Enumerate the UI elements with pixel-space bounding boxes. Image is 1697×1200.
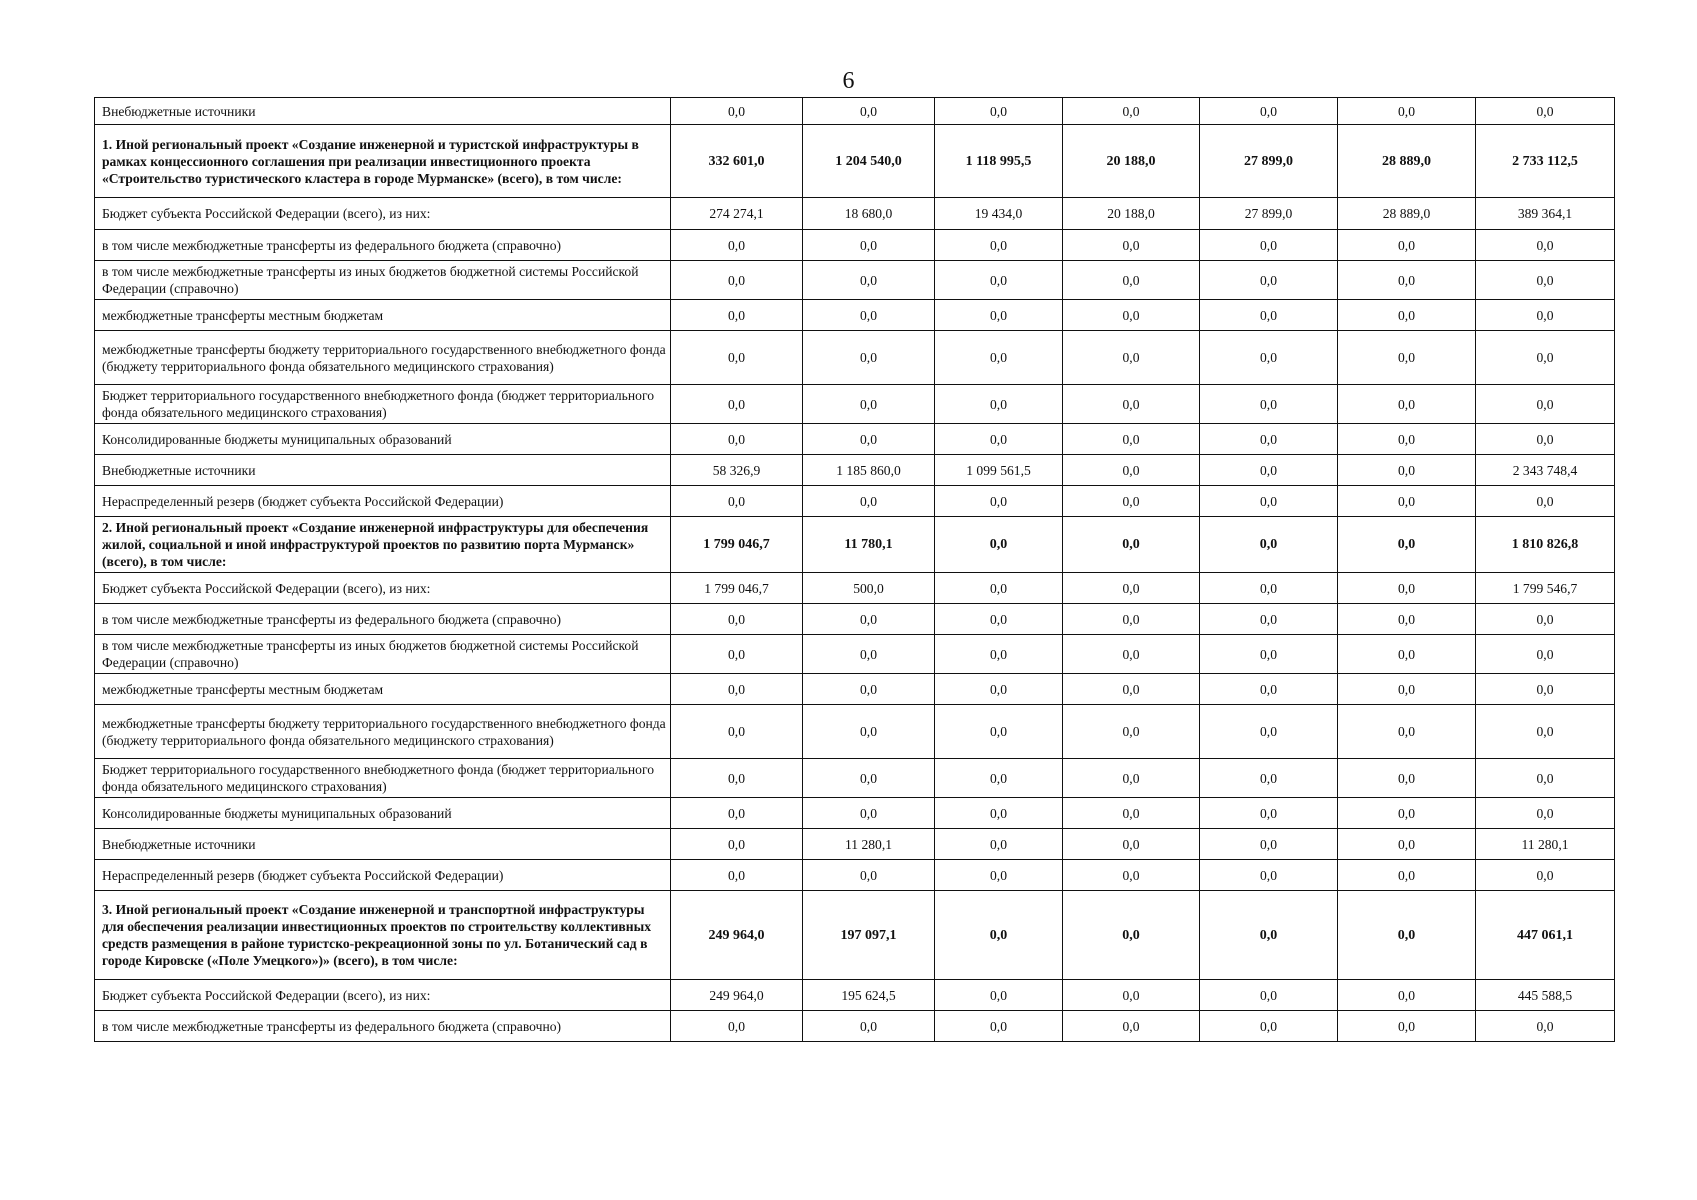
- row-label: межбюджетные трансферты бюджету территориального государственного внебюджетного фонда (бюджету территориального фонда обязательного медицинского страхования): [95, 331, 671, 385]
- value-cell: 0,0: [1338, 455, 1476, 486]
- value-cell: 0,0: [803, 674, 935, 705]
- row-label: Консолидированные бюджеты муниципальных образований: [95, 798, 671, 829]
- value-cell: 0,0: [935, 635, 1063, 674]
- value-cell: 0,0: [671, 674, 803, 705]
- row-label: Бюджет территориального государственного внебюджетного фонда (бюджет территориального фонда обязательного медицинского страхования): [95, 759, 671, 798]
- value-cell: 0,0: [1063, 573, 1200, 604]
- value-cell: 0,0: [803, 261, 935, 300]
- value-cell: 0,0: [1200, 1011, 1338, 1042]
- value-cell: 0,0: [935, 385, 1063, 424]
- value-cell: 0,0: [1063, 860, 1200, 891]
- value-cell: 0,0: [671, 300, 803, 331]
- row-label: Консолидированные бюджеты муниципальных образований: [95, 424, 671, 455]
- value-cell: 1 204 540,0: [803, 125, 935, 198]
- value-cell: 27 899,0: [1200, 125, 1338, 198]
- value-cell: 0,0: [803, 1011, 935, 1042]
- value-cell: 0,0: [1063, 517, 1200, 573]
- value-cell: 0,0: [1063, 486, 1200, 517]
- value-cell: 0,0: [935, 1011, 1063, 1042]
- value-cell: 0,0: [1200, 860, 1338, 891]
- value-cell: 0,0: [803, 635, 935, 674]
- table-row: [95, 455, 1615, 486]
- value-cell: 0,0: [1476, 860, 1615, 891]
- value-cell: 500,0: [803, 573, 935, 604]
- value-cell: 19 434,0: [935, 198, 1063, 230]
- value-cell: 0,0: [1476, 705, 1615, 759]
- value-cell: 0,0: [803, 486, 935, 517]
- value-cell: 0,0: [1476, 486, 1615, 517]
- value-cell: 0,0: [803, 300, 935, 331]
- value-cell: 0,0: [935, 486, 1063, 517]
- value-cell: 0,0: [1476, 300, 1615, 331]
- value-cell: 0,0: [1476, 385, 1615, 424]
- value-cell: 249 964,0: [671, 891, 803, 980]
- value-cell: 0,0: [935, 891, 1063, 980]
- table-row: [95, 300, 1615, 331]
- value-cell: 18 680,0: [803, 198, 935, 230]
- value-cell: 0,0: [1476, 674, 1615, 705]
- value-cell: 0,0: [1338, 705, 1476, 759]
- row-label: Внебюджетные источники: [95, 98, 671, 125]
- table-row: [95, 198, 1615, 230]
- value-cell: 0,0: [1200, 674, 1338, 705]
- value-cell: 0,0: [1063, 331, 1200, 385]
- value-cell: 0,0: [1338, 798, 1476, 829]
- table-row: [95, 759, 1615, 798]
- value-cell: 0,0: [1063, 98, 1200, 125]
- table-row: [95, 573, 1615, 604]
- value-cell: 0,0: [935, 759, 1063, 798]
- row-label: Бюджет субъекта Российской Федерации (всего), из них:: [95, 980, 671, 1011]
- value-cell: 0,0: [935, 674, 1063, 705]
- value-cell: 0,0: [1200, 424, 1338, 455]
- value-cell: 0,0: [1200, 486, 1338, 517]
- value-cell: 0,0: [1338, 829, 1476, 860]
- value-cell: 0,0: [803, 230, 935, 261]
- project-row: [95, 517, 1615, 573]
- value-cell: 0,0: [1338, 261, 1476, 300]
- value-cell: 0,0: [1063, 300, 1200, 331]
- value-cell: 0,0: [935, 860, 1063, 891]
- row-label: 1. Иной региональный проект «Создание инженерной и туристской инфраструктуры в рамках концессионного соглашения при реализации инвестиционного проекта «Строительство туристического кластера в городе Мурманске» (всего), в том числе:: [95, 125, 671, 198]
- value-cell: 0,0: [1063, 798, 1200, 829]
- value-cell: 0,0: [1063, 424, 1200, 455]
- value-cell: 0,0: [1476, 798, 1615, 829]
- value-cell: 0,0: [935, 300, 1063, 331]
- value-cell: 58 326,9: [671, 455, 803, 486]
- value-cell: 0,0: [1338, 300, 1476, 331]
- value-cell: 0,0: [1476, 424, 1615, 455]
- value-cell: 0,0: [935, 604, 1063, 635]
- value-cell: 0,0: [803, 705, 935, 759]
- row-label: в том числе межбюджетные трансферты из федерального бюджета (справочно): [95, 604, 671, 635]
- row-label: в том числе межбюджетные трансферты из иных бюджетов бюджетной системы Российской Федерации (справочно): [95, 635, 671, 674]
- value-cell: 445 588,5: [1476, 980, 1615, 1011]
- table-row: [95, 604, 1615, 635]
- value-cell: 0,0: [803, 331, 935, 385]
- value-cell: 0,0: [1200, 98, 1338, 125]
- value-cell: 0,0: [1063, 230, 1200, 261]
- value-cell: 0,0: [1200, 604, 1338, 635]
- value-cell: 0,0: [1063, 759, 1200, 798]
- value-cell: 11 280,1: [1476, 829, 1615, 860]
- row-label: 3. Иной региональный проект «Создание инженерной и транспортной инфраструктуры для обеспечения реализации инвестиционных проектов по строительству коллективных средств размещения в районе туристско-рекреационной зоны по ул. Ботанический сад в городе Кировске («Поле Умецкого»)» (всего), в том числе:: [95, 891, 671, 980]
- value-cell: 0,0: [1200, 705, 1338, 759]
- row-label: межбюджетные трансферты местным бюджетам: [95, 300, 671, 331]
- row-label: в том числе межбюджетные трансферты из федерального бюджета (справочно): [95, 1011, 671, 1042]
- table-row: [95, 385, 1615, 424]
- table-row: [95, 798, 1615, 829]
- value-cell: 0,0: [1200, 385, 1338, 424]
- value-cell: 0,0: [1476, 98, 1615, 125]
- value-cell: 0,0: [935, 230, 1063, 261]
- value-cell: 0,0: [1200, 980, 1338, 1011]
- value-cell: 0,0: [1200, 635, 1338, 674]
- value-cell: 0,0: [1338, 385, 1476, 424]
- table-row: [95, 230, 1615, 261]
- value-cell: 0,0: [1063, 635, 1200, 674]
- value-cell: 0,0: [935, 424, 1063, 455]
- value-cell: 2 343 748,4: [1476, 455, 1615, 486]
- value-cell: 0,0: [935, 261, 1063, 300]
- value-cell: 0,0: [671, 829, 803, 860]
- value-cell: 0,0: [1338, 230, 1476, 261]
- value-cell: 195 624,5: [803, 980, 935, 1011]
- value-cell: 0,0: [1476, 759, 1615, 798]
- value-cell: 28 889,0: [1338, 198, 1476, 230]
- value-cell: 0,0: [1200, 891, 1338, 980]
- value-cell: 0,0: [671, 705, 803, 759]
- value-cell: 0,0: [671, 230, 803, 261]
- value-cell: 197 097,1: [803, 891, 935, 980]
- row-label: Бюджет субъекта Российской Федерации (всего), из них:: [95, 198, 671, 230]
- project-row: [95, 125, 1615, 198]
- value-cell: 2 733 112,5: [1476, 125, 1615, 198]
- row-label: межбюджетные трансферты бюджету территориального государственного внебюджетного фонда (бюджету территориального фонда обязательного медицинского страхования): [95, 705, 671, 759]
- value-cell: 1 799 546,7: [1476, 573, 1615, 604]
- value-cell: 0,0: [671, 1011, 803, 1042]
- row-label: Внебюджетные источники: [95, 455, 671, 486]
- value-cell: 0,0: [935, 331, 1063, 385]
- value-cell: 0,0: [803, 98, 935, 125]
- table-row: [95, 674, 1615, 705]
- value-cell: 0,0: [1063, 891, 1200, 980]
- value-cell: 389 364,1: [1476, 198, 1615, 230]
- table-row: [95, 829, 1615, 860]
- value-cell: 0,0: [1338, 98, 1476, 125]
- value-cell: 11 280,1: [803, 829, 935, 860]
- value-cell: 0,0: [1063, 1011, 1200, 1042]
- value-cell: 0,0: [1063, 705, 1200, 759]
- value-cell: 0,0: [671, 798, 803, 829]
- value-cell: 1 810 826,8: [1476, 517, 1615, 573]
- table-row: [95, 705, 1615, 759]
- table-row: [95, 860, 1615, 891]
- row-label: Внебюджетные источники: [95, 829, 671, 860]
- table-row: [95, 635, 1615, 674]
- value-cell: 0,0: [1338, 486, 1476, 517]
- value-cell: 0,0: [1063, 385, 1200, 424]
- value-cell: 0,0: [1476, 261, 1615, 300]
- value-cell: 0,0: [1338, 759, 1476, 798]
- value-cell: 0,0: [671, 486, 803, 517]
- value-cell: 0,0: [1338, 860, 1476, 891]
- value-cell: 1 799 046,7: [671, 573, 803, 604]
- value-cell: 0,0: [671, 385, 803, 424]
- row-label: межбюджетные трансферты местным бюджетам: [95, 674, 671, 705]
- value-cell: 0,0: [1338, 980, 1476, 1011]
- value-cell: 27 899,0: [1200, 198, 1338, 230]
- table-row: [95, 331, 1615, 385]
- value-cell: 0,0: [671, 98, 803, 125]
- row-label: в том числе межбюджетные трансферты из федерального бюджета (справочно): [95, 230, 671, 261]
- value-cell: 0,0: [1063, 829, 1200, 860]
- value-cell: 0,0: [1338, 331, 1476, 385]
- value-cell: 0,0: [935, 705, 1063, 759]
- value-cell: 20 188,0: [1063, 125, 1200, 198]
- value-cell: 20 188,0: [1063, 198, 1200, 230]
- project-row: [95, 891, 1615, 980]
- value-cell: 0,0: [1338, 573, 1476, 604]
- value-cell: 0,0: [1338, 891, 1476, 980]
- table-row: [95, 98, 1615, 125]
- value-cell: 1 799 046,7: [671, 517, 803, 573]
- value-cell: 0,0: [1200, 829, 1338, 860]
- value-cell: 0,0: [671, 759, 803, 798]
- value-cell: 0,0: [1338, 604, 1476, 635]
- value-cell: 0,0: [1338, 1011, 1476, 1042]
- value-cell: 0,0: [935, 573, 1063, 604]
- value-cell: 0,0: [1476, 1011, 1615, 1042]
- value-cell: 0,0: [1476, 635, 1615, 674]
- value-cell: 0,0: [803, 424, 935, 455]
- value-cell: 0,0: [935, 829, 1063, 860]
- value-cell: 0,0: [1338, 635, 1476, 674]
- value-cell: 0,0: [1476, 331, 1615, 385]
- value-cell: 0,0: [1063, 674, 1200, 705]
- value-cell: 0,0: [1063, 604, 1200, 635]
- table-row: [95, 424, 1615, 455]
- value-cell: 0,0: [1476, 230, 1615, 261]
- value-cell: 0,0: [803, 759, 935, 798]
- value-cell: 0,0: [671, 860, 803, 891]
- value-cell: 0,0: [1338, 517, 1476, 573]
- value-cell: 0,0: [1063, 455, 1200, 486]
- value-cell: 1 185 860,0: [803, 455, 935, 486]
- value-cell: 0,0: [1200, 573, 1338, 604]
- value-cell: 0,0: [1200, 759, 1338, 798]
- value-cell: 0,0: [671, 604, 803, 635]
- value-cell: 0,0: [1063, 980, 1200, 1011]
- value-cell: 0,0: [935, 98, 1063, 125]
- row-label: Бюджет территориального государственного внебюджетного фонда (бюджет территориального фонда обязательного медицинского страхования): [95, 385, 671, 424]
- value-cell: 0,0: [671, 261, 803, 300]
- value-cell: 0,0: [1200, 230, 1338, 261]
- value-cell: 0,0: [803, 604, 935, 635]
- row-label: 2. Иной региональный проект «Создание инженерной инфраструктуры для обеспечения жилой, социальной и иной инфраструктурой проектов по развитию порта Мурманск» (всего), в том числе:: [95, 517, 671, 573]
- value-cell: 11 780,1: [803, 517, 935, 573]
- row-label: в том числе межбюджетные трансферты из иных бюджетов бюджетной системы Российской Федерации (справочно): [95, 261, 671, 300]
- value-cell: 0,0: [1200, 517, 1338, 573]
- table-row: [95, 1011, 1615, 1042]
- value-cell: 0,0: [1200, 331, 1338, 385]
- table-row: [95, 261, 1615, 300]
- value-cell: 0,0: [1200, 300, 1338, 331]
- row-label: Бюджет субъекта Российской Федерации (всего), из них:: [95, 573, 671, 604]
- table-row: [95, 980, 1615, 1011]
- value-cell: 0,0: [671, 424, 803, 455]
- value-cell: 0,0: [935, 980, 1063, 1011]
- value-cell: 1 118 995,5: [935, 125, 1063, 198]
- value-cell: 332 601,0: [671, 125, 803, 198]
- value-cell: 0,0: [671, 331, 803, 385]
- table-body: [95, 98, 1615, 1042]
- value-cell: 0,0: [1200, 261, 1338, 300]
- value-cell: 274 274,1: [671, 198, 803, 230]
- row-label: Нераспределенный резерв (бюджет субъекта Российской Федерации): [95, 860, 671, 891]
- page-number: 6: [842, 68, 855, 94]
- value-cell: 0,0: [803, 798, 935, 829]
- value-cell: 0,0: [1200, 798, 1338, 829]
- table-row: [95, 486, 1615, 517]
- value-cell: 1 099 561,5: [935, 455, 1063, 486]
- value-cell: 0,0: [1063, 261, 1200, 300]
- value-cell: 0,0: [1338, 424, 1476, 455]
- value-cell: 0,0: [935, 798, 1063, 829]
- value-cell: 0,0: [1476, 604, 1615, 635]
- value-cell: 447 061,1: [1476, 891, 1615, 980]
- row-label: Нераспределенный резерв (бюджет субъекта Российской Федерации): [95, 486, 671, 517]
- value-cell: 28 889,0: [1338, 125, 1476, 198]
- value-cell: 0,0: [1338, 674, 1476, 705]
- value-cell: 0,0: [935, 517, 1063, 573]
- budget-table: [94, 97, 1615, 1042]
- value-cell: 0,0: [803, 860, 935, 891]
- value-cell: 249 964,0: [671, 980, 803, 1011]
- value-cell: 0,0: [803, 385, 935, 424]
- value-cell: 0,0: [1200, 455, 1338, 486]
- value-cell: 0,0: [671, 635, 803, 674]
